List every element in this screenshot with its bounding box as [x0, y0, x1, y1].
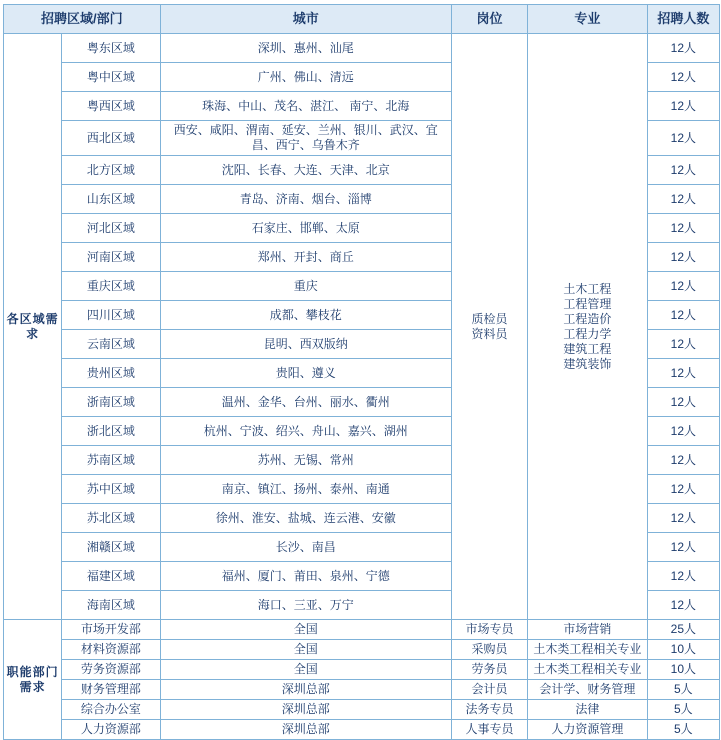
- region-cell: 福建区域: [62, 562, 160, 591]
- count-cell: 5人: [647, 720, 719, 740]
- region-cell: 苏北区域: [62, 504, 160, 533]
- count-cell: 12人: [647, 359, 719, 388]
- post-cell: 采购员: [451, 640, 527, 660]
- post-line: 资料员: [471, 326, 508, 341]
- cities-cell: 深圳、惠州、汕尾: [160, 34, 451, 63]
- major-line: 土木工程: [563, 281, 612, 296]
- cities-cell: 深圳总部: [160, 680, 451, 700]
- count-cell: 12人: [647, 562, 719, 591]
- region-cell: 西北区域: [62, 121, 160, 156]
- major-line: 工程造价: [563, 311, 612, 326]
- major-line: 工程力学: [563, 326, 612, 341]
- cities-cell: 全国: [160, 620, 451, 640]
- major-line: 建筑工程: [563, 341, 612, 356]
- table-row: [4, 660, 720, 680]
- count-cell: 12人: [647, 533, 719, 562]
- cities-cell: 石家庄、邯郸、太原: [160, 214, 451, 243]
- cities-cell: 青岛、济南、烟台、淄博: [160, 185, 451, 214]
- count-cell: 12人: [647, 92, 719, 121]
- count-cell: 12人: [647, 330, 719, 359]
- cities-cell: 温州、金华、台州、丽水、衢州: [160, 388, 451, 417]
- count-cell: 25人: [647, 620, 719, 640]
- cities-cell: 全国: [160, 660, 451, 680]
- cities-cell: 昆明、西双版纳: [160, 330, 451, 359]
- region-cell: 苏南区域: [62, 446, 160, 475]
- major-cell: 会计学、财务管理: [528, 680, 648, 700]
- post-cell: 市场专员: [451, 620, 527, 640]
- region-cell: 重庆区域: [62, 272, 160, 301]
- cities-cell: 南京、镇江、扬州、泰州、南通: [160, 475, 451, 504]
- recruitment-table: [3, 4, 720, 740]
- region-cell: 粤中区域: [62, 63, 160, 92]
- count-cell: 12人: [647, 504, 719, 533]
- cities-cell: 长沙、南昌: [160, 533, 451, 562]
- count-cell: 10人: [647, 640, 719, 660]
- major-cell: 土木类工程相关专业: [528, 660, 648, 680]
- region-cell: 云南区域: [62, 330, 160, 359]
- post-cell: 法务专员: [451, 700, 527, 720]
- cities-cell: 珠海、中山、茂名、湛江、 南宁、北海: [160, 92, 451, 121]
- header-city: 城市: [160, 5, 451, 34]
- cities-cell: 深圳总部: [160, 720, 451, 740]
- header-major: 专业: [528, 5, 648, 34]
- region-cell: 苏中区域: [62, 475, 160, 504]
- cities-cell: 贵阳、遵义: [160, 359, 451, 388]
- region-cell: 粤西区域: [62, 92, 160, 121]
- table-body: [4, 34, 720, 740]
- count-cell: 12人: [647, 591, 719, 620]
- cities-cell: 沈阳、长春、大连、天津、北京: [160, 156, 451, 185]
- department-cell: 劳务资源部: [62, 660, 160, 680]
- post-cell: 人事专员: [451, 720, 527, 740]
- major-cell: 市场营销: [528, 620, 648, 640]
- department-cell: 材料资源部: [62, 640, 160, 660]
- department-cell: 综合办公室: [62, 700, 160, 720]
- region-cell: 湘赣区域: [62, 533, 160, 562]
- header-post: 岗位: [451, 5, 527, 34]
- table-row: [4, 720, 720, 740]
- count-cell: 12人: [647, 214, 719, 243]
- header-count: 招聘人数: [647, 5, 719, 34]
- count-cell: 12人: [647, 388, 719, 417]
- cities-cell: 徐州、淮安、盐城、连云港、安徽: [160, 504, 451, 533]
- table-header-row: [4, 5, 720, 34]
- count-cell: 12人: [647, 34, 719, 63]
- cities-cell: 福州、厦门、莆田、泉州、宁德: [160, 562, 451, 591]
- cities-cell: 深圳总部: [160, 700, 451, 720]
- region-cell: 河北区域: [62, 214, 160, 243]
- count-cell: 12人: [647, 272, 719, 301]
- count-cell: 10人: [647, 660, 719, 680]
- table-row: [4, 34, 720, 63]
- post-cell: 劳务员: [451, 660, 527, 680]
- region-cell: 山东区域: [62, 185, 160, 214]
- count-cell: 5人: [647, 680, 719, 700]
- cities-cell: 郑州、开封、商丘: [160, 243, 451, 272]
- region-cell: 粤东区域: [62, 34, 160, 63]
- cities-cell: 广州、佛山、清远: [160, 63, 451, 92]
- region-cell: 浙北区域: [62, 417, 160, 446]
- count-cell: 12人: [647, 301, 719, 330]
- department-cell: 财务管理部: [62, 680, 160, 700]
- department-cell: 市场开发部: [62, 620, 160, 640]
- count-cell: 12人: [647, 417, 719, 446]
- major-line: 工程管理: [563, 296, 612, 311]
- cities-cell: 苏州、无锡、常州: [160, 446, 451, 475]
- cities-cell: 重庆: [160, 272, 451, 301]
- count-cell: 12人: [647, 446, 719, 475]
- group-label-functional: 职能部门需求: [4, 620, 62, 740]
- count-cell: 5人: [647, 700, 719, 720]
- major-cell: 土木类工程相关专业: [528, 640, 648, 660]
- major-cell: 人力资源管理: [528, 720, 648, 740]
- count-cell: 12人: [647, 121, 719, 156]
- major-cell: 法律: [528, 700, 648, 720]
- region-cell: 浙南区域: [62, 388, 160, 417]
- count-cell: 12人: [647, 475, 719, 504]
- cities-cell: 西安、咸阳、渭南、延安、兰州、银川、武汉、宜昌、西宁、乌鲁木齐: [160, 121, 451, 156]
- cities-cell: 全国: [160, 640, 451, 660]
- cities-cell: 海口、三亚、万宁: [160, 591, 451, 620]
- region-cell: 河南区域: [62, 243, 160, 272]
- cities-cell: 杭州、宁波、绍兴、舟山、嘉兴、湖州: [160, 417, 451, 446]
- major-cell-merged: [528, 34, 648, 620]
- table-row: [4, 640, 720, 660]
- major-line: 建筑装饰: [563, 356, 612, 371]
- post-cell-merged: [451, 34, 527, 620]
- cities-cell: 成都、攀枝花: [160, 301, 451, 330]
- table-row: [4, 680, 720, 700]
- count-cell: 12人: [647, 243, 719, 272]
- group-label-regional: 各区域需求: [4, 34, 62, 620]
- table-row: [4, 620, 720, 640]
- department-cell: 人力资源部: [62, 720, 160, 740]
- post-cell: 会计员: [451, 680, 527, 700]
- region-cell: 四川区域: [62, 301, 160, 330]
- count-cell: 12人: [647, 63, 719, 92]
- count-cell: 12人: [647, 156, 719, 185]
- header-area-dept: 招聘区域/部门: [4, 5, 161, 34]
- post-line: 质检员: [471, 311, 508, 326]
- region-cell: 海南区域: [62, 591, 160, 620]
- count-cell: 12人: [647, 185, 719, 214]
- region-cell: 贵州区域: [62, 359, 160, 388]
- region-cell: 北方区域: [62, 156, 160, 185]
